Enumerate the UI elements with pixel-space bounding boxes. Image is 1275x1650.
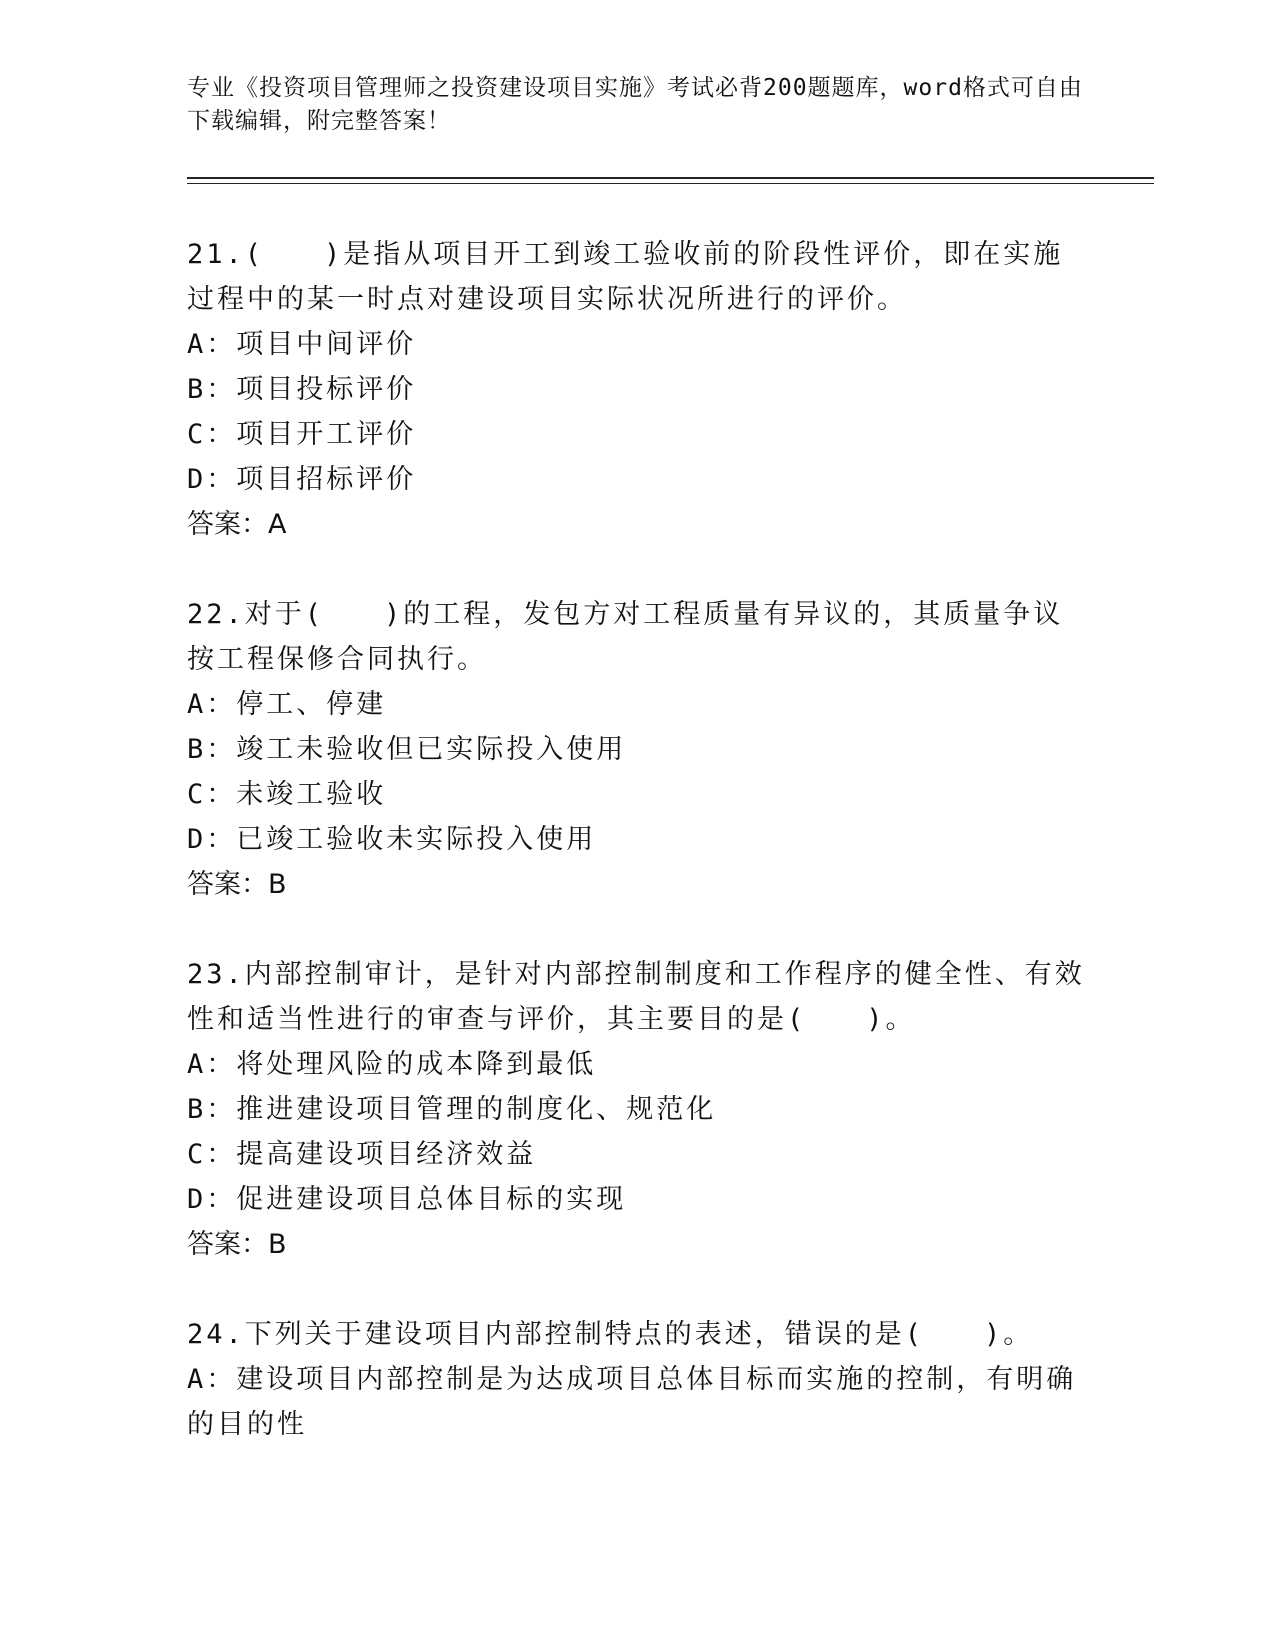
- question-stem: 21.( )是指从项目开工到竣工验收前的阶段性评价，即在实施过程中的某一时点对建设项目实际状况所进行的评价。: [187, 239, 1064, 315]
- option-d: D：促进建设项目总体目标的实现: [187, 1184, 627, 1215]
- answer-line: 答案：B: [187, 869, 287, 900]
- question-stem: 24.下列关于建设项目内部控制特点的表述，错误的是( )。: [187, 1319, 1034, 1350]
- option-a: A：项目中间评价: [187, 329, 417, 360]
- question-stem: 23.内部控制审计，是针对内部控制制度和工作程序的健全性、有效性和适当性进行的审查与评价，其主要目的是( )。: [187, 959, 1085, 1035]
- question-21: [187, 232, 1087, 547]
- answer-line: 答案：B: [187, 1229, 287, 1260]
- document-title: 专业《投资项目管理师之投资建设项目实施》考试必背200题题库，word格式可自由下载编辑，附完整答案！: [187, 75, 1083, 134]
- option-a: A：将处理风险的成本降到最低: [187, 1049, 597, 1080]
- answer-line: 答案：A: [187, 509, 287, 540]
- question-stem: 22.对于( )的工程，发包方对工程质量有异议的，其质量争议按工程保修合同执行。: [187, 599, 1064, 675]
- option-d: D：项目招标评价: [187, 464, 417, 495]
- option-b: B：项目投标评价: [187, 374, 417, 405]
- option-a: A：停工、停建: [187, 689, 387, 720]
- question-22: [187, 592, 1087, 907]
- option-d: D：已竣工验收未实际投入使用: [187, 824, 597, 855]
- option-c: C：未竣工验收: [187, 779, 387, 810]
- header-divider: [187, 177, 1154, 184]
- option-b: B：竣工未验收但已实际投入使用: [187, 734, 627, 765]
- option-c: C：提高建设项目经济效益: [187, 1139, 537, 1170]
- question-24: [187, 1312, 1087, 1447]
- option-b: B：推进建设项目管理的制度化、规范化: [187, 1094, 717, 1125]
- option-a: A：建设项目内部控制是为达成项目总体目标而实施的控制，有明确的目的性: [187, 1364, 1077, 1440]
- option-c: C：项目开工评价: [187, 419, 417, 450]
- question-23: [187, 952, 1087, 1267]
- question-list: [187, 232, 1087, 1492]
- page-header: [187, 72, 1087, 138]
